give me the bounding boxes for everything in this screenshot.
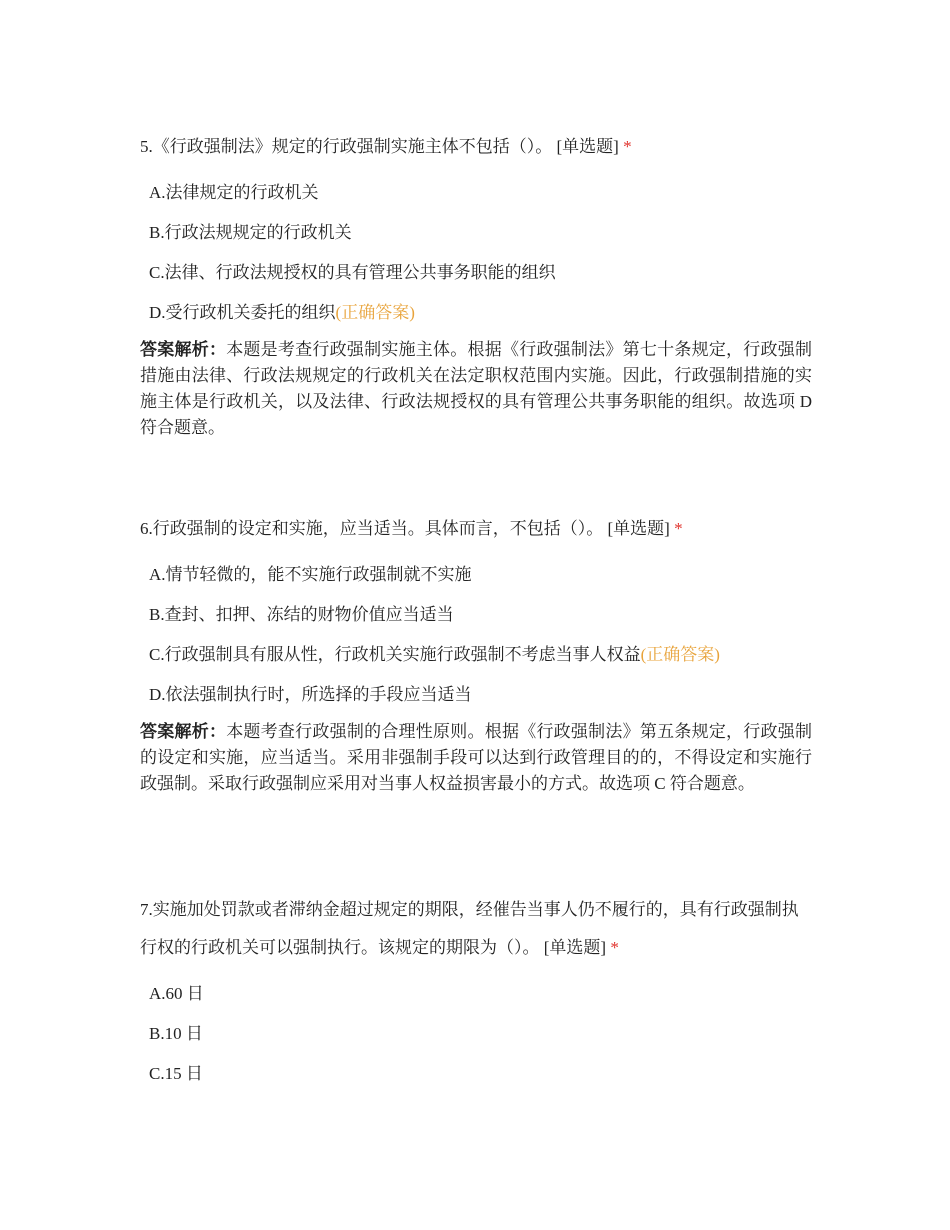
analysis-label: 答案解析： — [140, 722, 227, 742]
question-text: 7.实施加处罚款或者滞纳金超过规定的期限，经催告当事人仍不履行的，具有行政强制执行权的行政机关可以强制执行。该规定的期限为（）。 — [140, 900, 799, 957]
question-type-label: [单选题] — [543, 938, 607, 957]
option-c[interactable] — [140, 253, 812, 293]
option-text: A.法律规定的行政机关 — [149, 183, 319, 202]
option-text: C.15 日 — [149, 1064, 203, 1083]
question-5 — [140, 128, 812, 441]
answer-analysis — [140, 719, 812, 797]
question-type-label: [单选题] — [607, 519, 670, 538]
option-text: D.依法强制执行时，所选择的手段应当适当 — [149, 685, 472, 704]
correct-answer-tag: (正确答案) — [335, 303, 415, 322]
question-6 — [140, 510, 812, 797]
option-text: D.受行政机关委托的组织 — [149, 303, 336, 322]
option-c[interactable] — [140, 635, 812, 675]
correct-answer-tag: (正确答案) — [640, 645, 720, 664]
option-a[interactable] — [140, 173, 812, 213]
required-mark: * — [674, 519, 683, 538]
option-list — [140, 173, 812, 333]
option-text: C.行政强制具有服从性，行政机关实施行政强制不考虑当事人权益 — [149, 645, 641, 664]
question-title — [140, 891, 812, 967]
option-text: B.查封、扣押、冻结的财物价值应当适当 — [149, 605, 454, 624]
question-text: 6.行政强制的设定和实施，应当适当。具体而言，不包括（）。 — [140, 519, 604, 538]
option-b[interactable] — [140, 1014, 812, 1054]
option-text: B.10 日 — [149, 1024, 203, 1043]
option-text: B.行政法规规定的行政机关 — [149, 223, 352, 242]
option-d[interactable] — [140, 293, 812, 333]
option-a[interactable] — [140, 555, 812, 595]
option-list — [140, 555, 812, 715]
option-list — [140, 974, 812, 1094]
option-d[interactable] — [140, 675, 812, 715]
question-7 — [140, 891, 812, 1094]
option-b[interactable] — [140, 595, 812, 635]
question-title — [140, 510, 812, 548]
question-type-label: [单选题] — [556, 137, 619, 156]
option-text: A.60 日 — [149, 984, 204, 1003]
analysis-label: 答案解析： — [140, 340, 227, 360]
option-b[interactable] — [140, 213, 812, 253]
option-text: A.情节轻微的，能不实施行政强制就不实施 — [149, 565, 472, 584]
option-text: C.法律、行政法规授权的具有管理公共事务职能的组织 — [149, 263, 556, 282]
question-text: 5.《行政强制法》规定的行政强制实施主体不包括（）。 — [140, 137, 553, 156]
analysis-text: 本题考查行政强制的合理性原则。根据《行政强制法》第五条规定，行政强制的设定和实施，应当适当。采用非强制手段可以达到行政管理目的的，不得设定和实施行政强制。采取行政强制应采用对当事人权益损害最小的方式。故选项 C 符合题意。 — [140, 722, 813, 793]
option-a[interactable] — [140, 974, 812, 1014]
answer-analysis — [140, 337, 812, 441]
option-c[interactable] — [140, 1054, 812, 1094]
question-title — [140, 128, 812, 166]
required-mark: * — [610, 938, 619, 957]
required-mark: * — [623, 137, 632, 156]
analysis-text: 本题是考查行政强制实施主体。根据《行政强制法》第七十条规定，行政强制措施由法律、行政法规规定的行政机关在法定职权范围内实施。因此，行政强制措施的实施主体是行政机关，以及法律、行政法规授权的具有管理公共事务职能的组织。故选项 D 符合题意。 — [140, 340, 813, 437]
